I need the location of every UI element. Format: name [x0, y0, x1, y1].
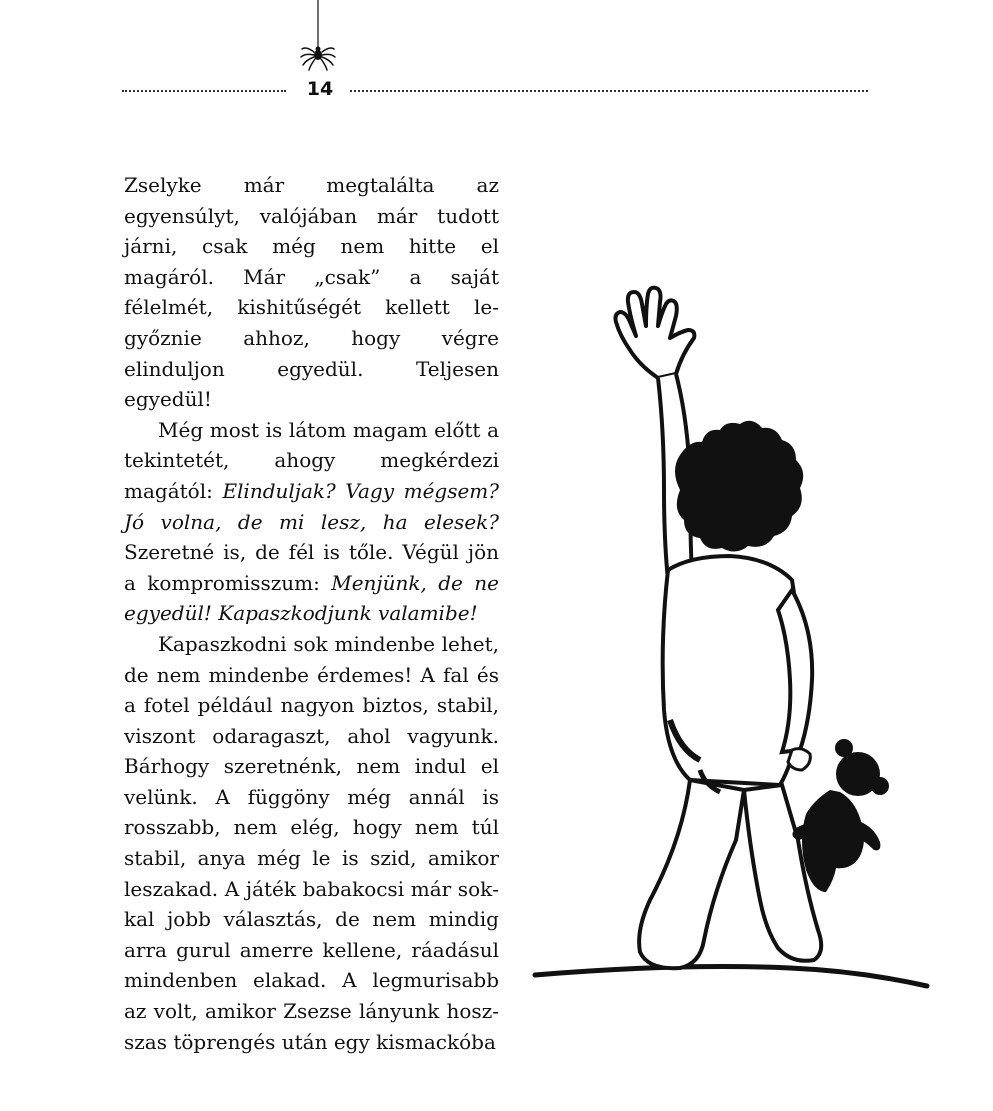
- header-divider-left: [122, 90, 286, 92]
- page-header: [0, 0, 993, 110]
- paragraph: [124, 629, 499, 1057]
- child-waving-with-teddy-bear-illustration: [530, 280, 930, 1000]
- text-run: Még most is látom magam előtt a tekintetét, ahogy megkérdezi magától:: [124, 417, 499, 503]
- text-run: Zselyke már megtalálta az egyensúlyt, valójában már tudott járni, csak még nem hitte el magáról. Már „csak” a saját félelmét, kishitűségét kellett legyőznie ahhoz, hogy végre elinduljon egyedül. Teljesen egyedül!: [124, 173, 499, 412]
- spider-icon: [296, 0, 342, 76]
- text-run: Szeretné is, de fél is tőle. Végül jön a kompromisszum:: [124, 540, 499, 595]
- header-divider-right: [350, 90, 868, 92]
- paragraph: [124, 415, 499, 629]
- italic-text-run: Menjünk, de ne egyedül! Kapaszkodjunk valamibe!: [124, 570, 499, 626]
- page-number: 14: [306, 78, 334, 100]
- body-text: [124, 170, 499, 1057]
- text-run: Kapaszkodni sok mindenbe lehet, de nem mindenbe érdemes! A fal és a fotel például nagyon biztos, stabil, viszont odaragaszt, ahol vagyunk. Bárhogy szeretnénk, nem indul el velünk. A függöny még annál is rosszabb, nem elég, hogy nem túl stabil, anya még le is szid, amikor leszakad. A játék babakocsi már sokkal jobb választás, de nem mindig arra gurul amerre kellene, ráadásul mindenben elakad. A legmurisabb az volt, amikor Zsezse lányunk hoszszas töprengés után egy kismackóba: [124, 631, 499, 1054]
- italic-text-run: Elinduljak? Vagy mégsem? Jó volna, de mi lesz, ha elesek?: [124, 478, 499, 534]
- paragraph: [124, 170, 499, 415]
